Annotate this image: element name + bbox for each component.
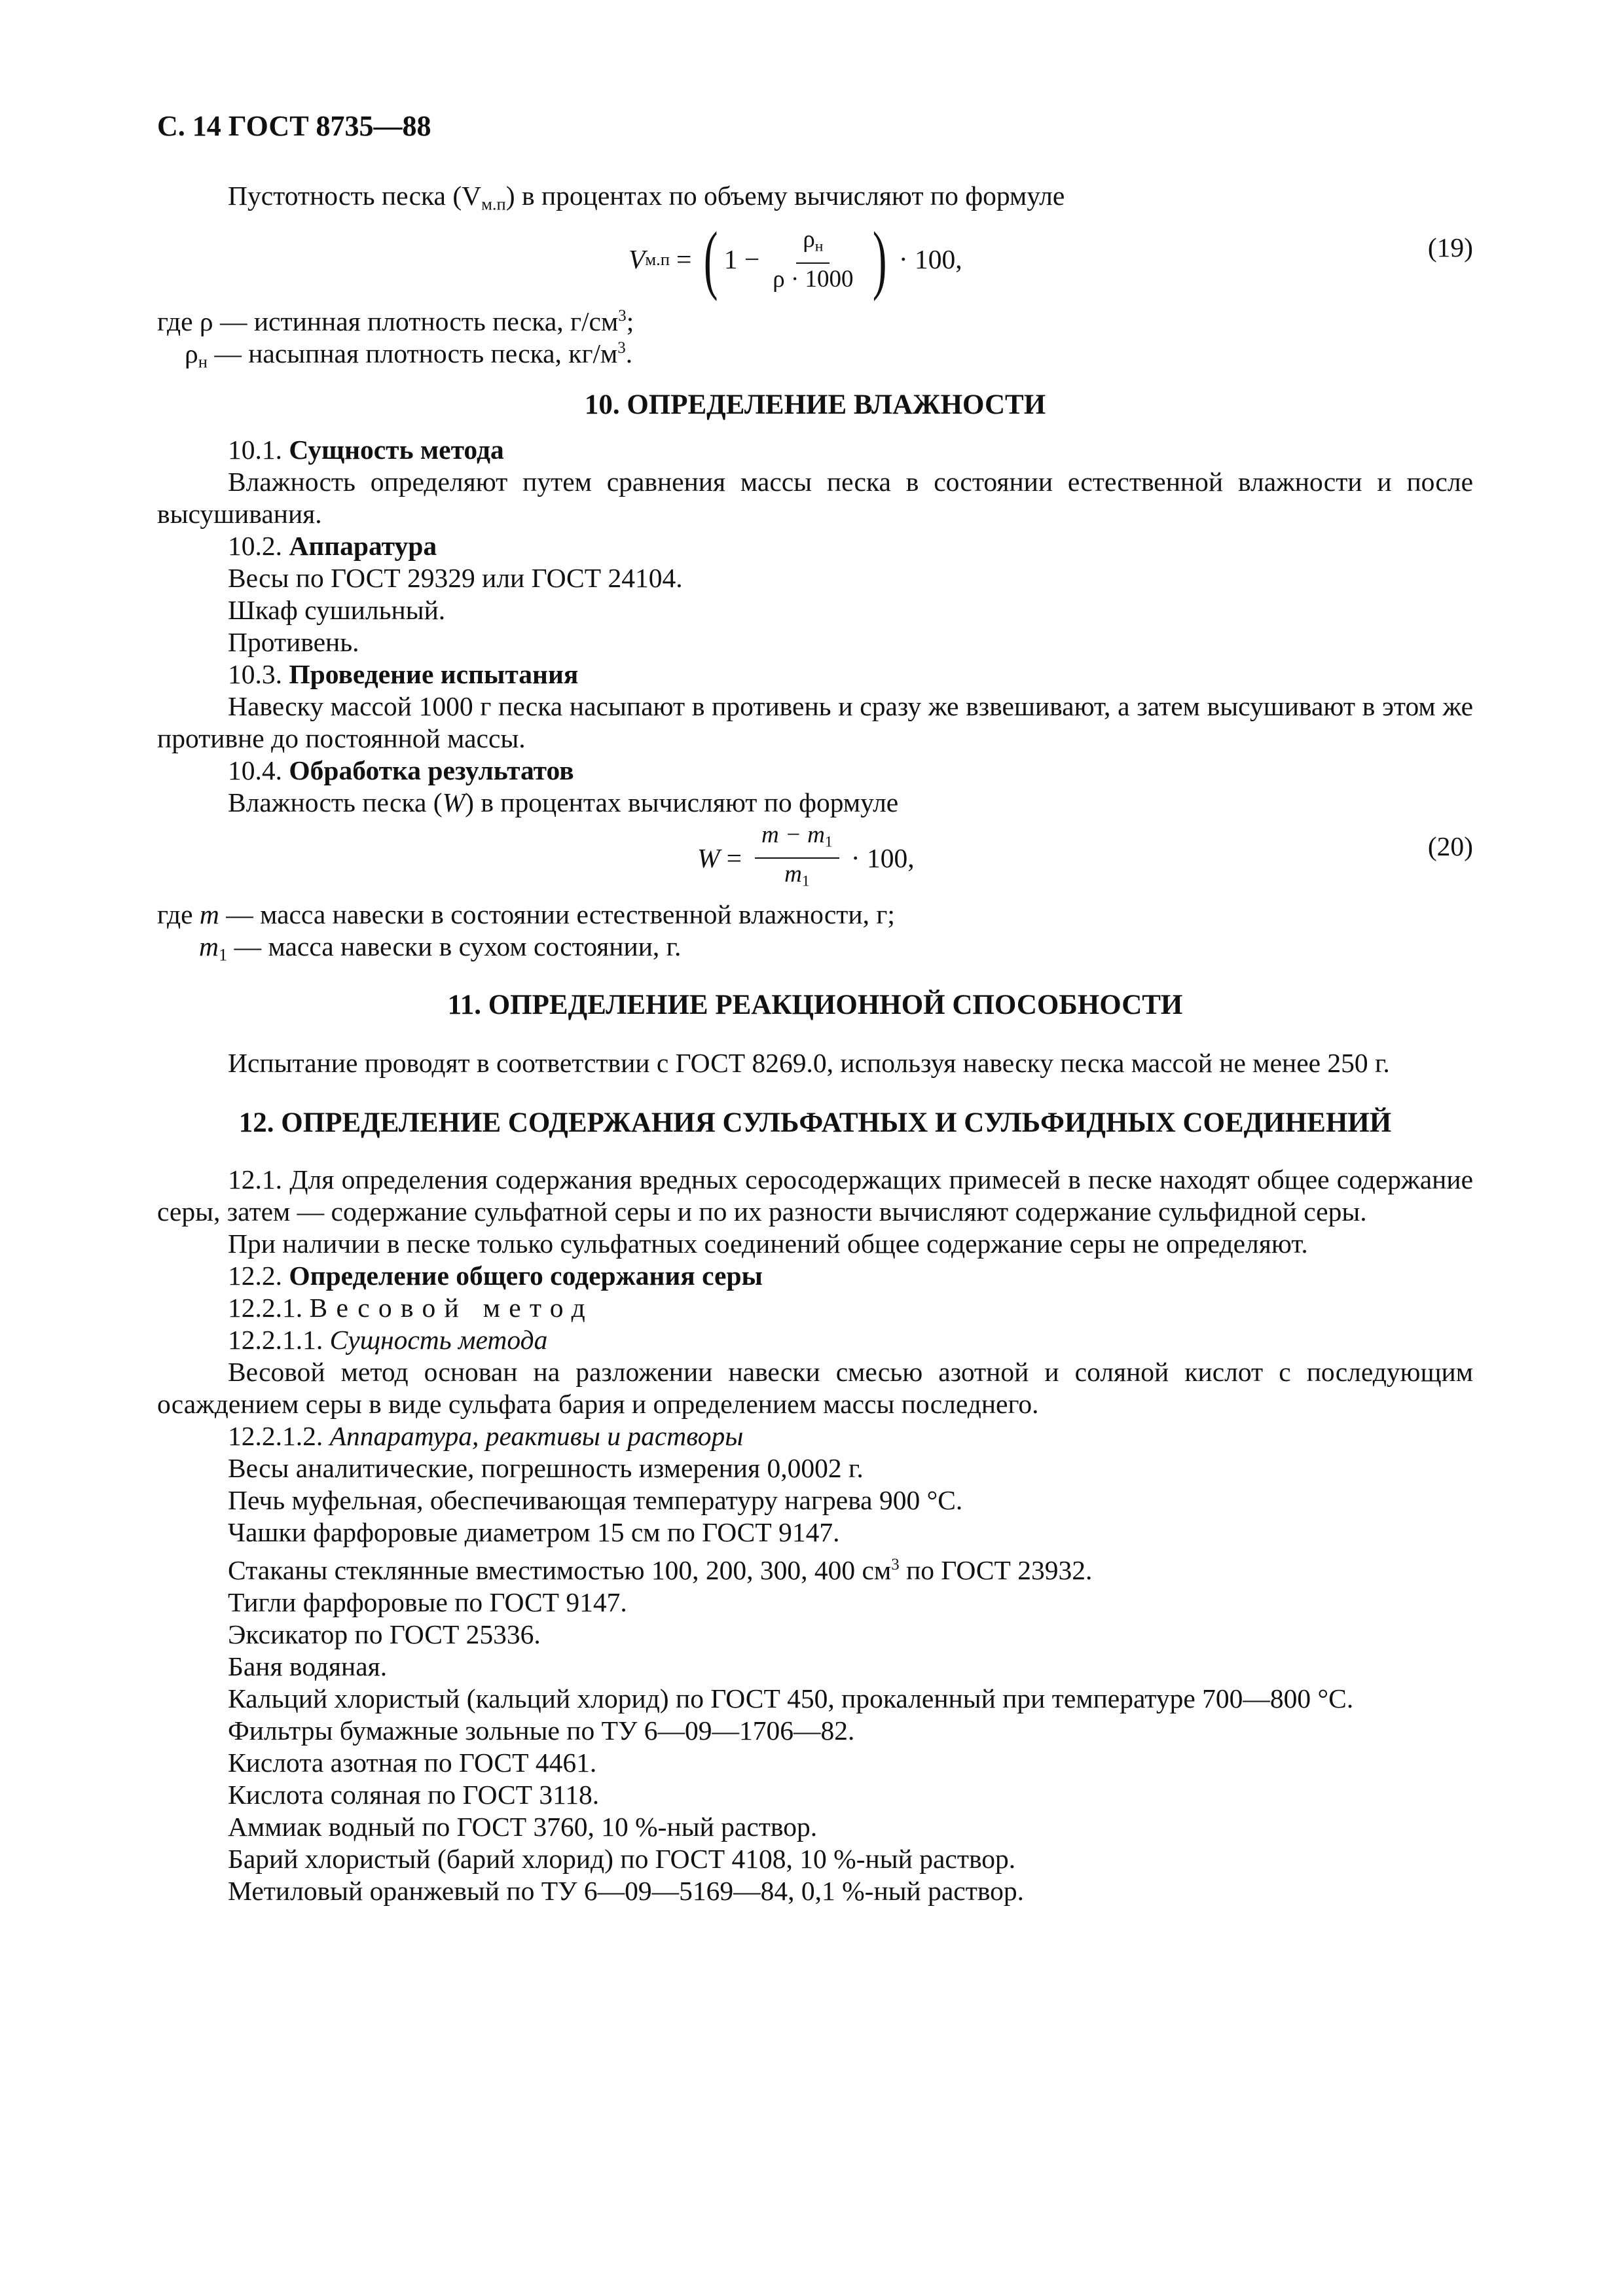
f19-paren-open: (: [704, 216, 718, 302]
where-rho-text: где ρ — истинная плотность песка, г/см: [157, 306, 619, 337]
f20-eq: =: [726, 842, 742, 873]
equipment-item: Кальций хлористый (кальций хлорид) по ГОСТ 450, прокаленный при температуре 700—800 °С.: [228, 1683, 1354, 1714]
s12-1b-text: При наличии в песке только сульфатных соединений общее содержание серы не определяют.: [228, 1229, 1308, 1259]
s12-2-title: Определение общего содержания серы: [289, 1261, 763, 1291]
s10-3-title: Проведение испытания: [289, 659, 579, 690]
equipment-item: Эксикатор по ГОСТ 25336.: [228, 1619, 541, 1650]
s10-1-heading: [157, 434, 1473, 466]
void-sub: м.п: [481, 194, 506, 214]
s10-2-heading: [157, 530, 1473, 562]
s10-3-text: Навеску массой 1000 г песка насыпают в противень и сразу же взвешивают, а затем высушивают в этом же противне до постоянной массы.: [157, 691, 1473, 754]
s10-2-item: Весы по ГОСТ 29329 или ГОСТ 24104.: [228, 563, 683, 594]
s10-3-heading: [157, 658, 1473, 691]
equipment-item: Аммиак водный по ГОСТ 3760, 10 %-ный раствор.: [228, 1812, 818, 1842]
s10-4-text: [157, 787, 1473, 819]
f19-lhs: V: [629, 243, 646, 274]
s10-4-num: 10.4.: [228, 755, 282, 786]
formula-19: [157, 216, 1473, 302]
f20-den: m: [784, 861, 802, 888]
s10-1-text: Влажность определяют путем сравнения массы песка в состоянии естественной влажности и после высушивания.: [157, 467, 1473, 529]
s10-4-post: ) в процентах вычисляют по формуле: [465, 787, 899, 818]
s10-1-num: 10.1.: [228, 435, 282, 465]
where-rho-n-sub: н: [198, 351, 208, 372]
f20-den-sub: 1: [801, 873, 810, 891]
s12-2-heading: [157, 1260, 1473, 1292]
s10-2-title: Аппаратура: [289, 531, 437, 562]
section-11-title: 11. ОПРЕДЕЛЕНИЕ РЕАКЦИОННОЙ СПОСОБНОСТИ: [447, 990, 1183, 1021]
f19-numerator: [796, 226, 830, 264]
where-m-sym: m: [199, 899, 219, 930]
section-10-title: 10. ОПРЕДЕЛЕНИЕ ВЛАЖНОСТИ: [584, 389, 1046, 421]
f20-numerator: [755, 821, 839, 859]
where-rho-n: [157, 332, 1473, 372]
formula-20-number: (20): [1427, 831, 1473, 862]
s12-1-text: 12.1. Для определения содержания вредных серосодержащих примесей в песке находят общее содержание серы, затем — содержание сульфатной серы и по их разности вычисляют содержание сульфидной серы.: [157, 1164, 1473, 1227]
s10-1-title: Сущность метода: [289, 435, 504, 465]
s12-2-1-2-num: 12.2.1.2.: [228, 1421, 323, 1452]
f19-lhs-sub: м.п: [645, 249, 670, 269]
where-m1: [157, 931, 1473, 963]
f19-num: ρ: [803, 226, 815, 253]
s12-2-1-1-title: Сущность метода: [329, 1325, 548, 1355]
where-m1-line: [199, 931, 681, 971]
where-rho-n-end: .: [625, 338, 633, 369]
s12-2-num: 12.2.: [228, 1261, 282, 1291]
s12-2-1-2-title: Аппаратура, реактивы и растворы: [329, 1421, 744, 1452]
equipment-item-beakers: [157, 1549, 1473, 1587]
s10-4-title: Обработка результатов: [289, 755, 574, 786]
where-rho-n-line: [185, 332, 632, 378]
beaker-post: по ГОСТ 23932.: [899, 1555, 1093, 1586]
f20-fraction: [755, 821, 839, 895]
equipment-item: Кислота азотная по ГОСТ 4461.: [228, 1748, 597, 1778]
equipment-item: Метиловый оранжевый по ТУ 6—09—5169—84, 0,1 %-ный раствор.: [228, 1876, 1025, 1907]
beaker-pre: Стаканы стеклянные вместимостью 100, 200, 300, 400 см: [228, 1555, 892, 1586]
void-paragraph: [157, 180, 1473, 220]
f19-tail: · 100,: [898, 243, 962, 274]
equipment-item: Весы аналитические, погрешность измерения 0,0002 г.: [228, 1453, 864, 1484]
where-m: [157, 899, 1473, 931]
f20-num-sub: 1: [824, 833, 833, 851]
void-text: Пустотность песка (V: [228, 181, 482, 211]
s12-2-1-1-text: Весовой метод основан на разложении навески смесью азотной и соляной кислот с последующим осаждением серы в виде сульфата бария и определением массы последнего.: [157, 1357, 1473, 1420]
where-m1-text: — масса навески в сухом состоянии, г.: [227, 931, 682, 962]
page-header: С. 14 ГОСТ 8735—88: [157, 110, 431, 142]
s12-2-1-2-heading: [157, 1420, 1473, 1452]
equipment-item: Баня водяная.: [228, 1651, 388, 1682]
where-m-pre: где: [157, 899, 200, 930]
s10-2-item: Противень.: [228, 627, 359, 658]
s12-2-1-1-heading: [157, 1324, 1473, 1356]
equipment-item: Тигли фарфоровые по ГОСТ 9147.: [228, 1587, 627, 1618]
where-m1-sym: m: [199, 931, 219, 962]
s10-4-sym: W: [442, 787, 465, 818]
document-page: [157, 98, 1473, 1907]
where-rho-n-text: — насыпная плотность песка, кг/м: [214, 338, 618, 369]
where-rho-n-sym: ρ: [185, 338, 198, 369]
void-rest: ) в процентах по объему вычисляют по формуле: [505, 181, 1065, 211]
f20-tail: · 100,: [850, 842, 915, 873]
s10-2-num: 10.2.: [228, 531, 282, 562]
f19-num-sub: н: [814, 238, 824, 255]
f19-one-minus: 1 −: [723, 243, 760, 274]
where-rho-end: ;: [626, 306, 634, 337]
s12-2-1-num: 12.2.1.: [228, 1293, 303, 1323]
f20-num: m − m: [761, 821, 825, 848]
s10-4-pre: Влажность песка (: [228, 787, 443, 818]
where-rho: [157, 300, 1473, 337]
formula-20-body: [697, 821, 915, 895]
where-rho-sup: 3: [618, 307, 627, 325]
where-m-text: — масса навески в состоянии естественной влажности, г;: [219, 899, 895, 930]
s10-3-num: 10.3.: [228, 659, 282, 690]
formula-19-body: [629, 216, 962, 302]
equipment-item: Барий хлористый (барий хлорид) по ГОСТ 4108, 10 %-ный раствор.: [228, 1844, 1016, 1874]
where-rho-n-sup: 3: [617, 339, 626, 357]
f19-paren-close: ): [872, 216, 887, 302]
f20-denominator: [778, 859, 816, 895]
s10-2-item: Шкаф сушильный.: [228, 595, 446, 626]
equipment-item: Кислота соляная по ГОСТ 3118.: [228, 1780, 600, 1810]
beaker-sup: 3: [891, 1556, 900, 1574]
f19-eq: =: [676, 243, 692, 274]
formula-19-number: (19): [1427, 232, 1473, 263]
f19-fraction: [766, 226, 860, 293]
s10-4-heading: [157, 755, 1473, 787]
s12-2-1-heading: [157, 1292, 1473, 1324]
where-m1-sub: 1: [218, 944, 228, 965]
equipment-item: Чашки фарфоровые диаметром 15 см по ГОСТ 9147.: [228, 1517, 840, 1548]
f20-lhs: W: [697, 842, 720, 873]
formula-20: [157, 821, 1473, 895]
s12-2-1-title: Весовой метод: [309, 1293, 594, 1323]
equipment-item: Печь муфельная, обеспечивающая температуру нагрева 900 °С.: [228, 1485, 963, 1516]
section-12-title: 12. ОПРЕДЕЛЕНИЕ СОДЕРЖАНИЯ СУЛЬФАТНЫХ И СУЛЬФИДНЫХ СОЕДИНЕНИЙ: [238, 1107, 1392, 1139]
equipment-item: Фильтры бумажные зольные по ТУ 6—09—1706—82.: [228, 1715, 855, 1746]
s11-text: Испытание проводят в соответствии с ГОСТ 8269.0, используя навеску песка массой не менее 250 г.: [228, 1048, 1390, 1079]
s12-2-1-1-num: 12.2.1.1.: [228, 1325, 323, 1355]
f19-denominator: ρ · 1000: [773, 265, 854, 293]
